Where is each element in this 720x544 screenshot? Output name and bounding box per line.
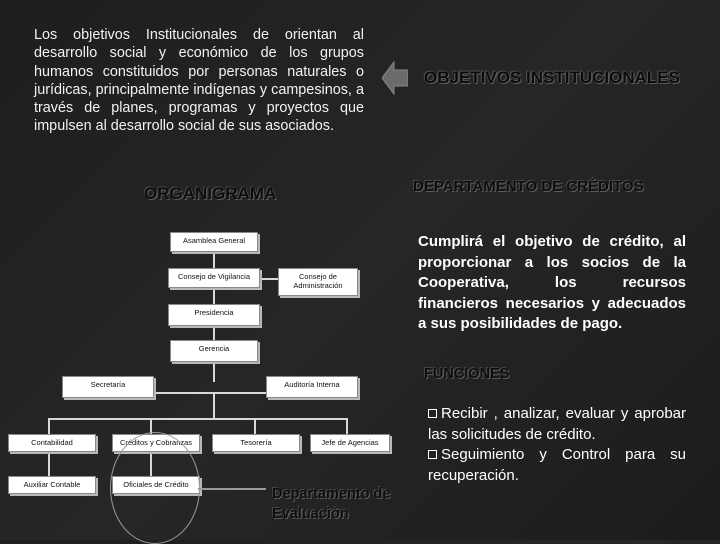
org-connector: [213, 392, 215, 418]
org-box-presidencia: Presidencia: [168, 304, 260, 326]
funcion-text: Recibir , analizar, evaluar y aprobar las solicitudes de crédito.: [428, 405, 686, 443]
org-connector: [48, 418, 348, 420]
org-box-secretaria: Secretaría: [62, 376, 154, 398]
evaluacion-label: Departamento de Evaluación: [272, 486, 391, 522]
org-box-administracion: Consejo de Administración: [278, 268, 358, 296]
intro-paragraph: Los objetivos Institucionales de orientan al desarrollo social y económico de los grupos humanos constituidos por personas naturales o jurídicas, principalmente indígenas y campesinos, a través de planes, programas y proyectos que impulsen al desarrollo social de sus asociados.: [34, 27, 364, 135]
org-box-auditoria: Auditoría Interna: [266, 376, 358, 398]
callout-connector: [198, 488, 266, 490]
org-box-asamblea: Asamblea General: [170, 232, 258, 252]
departamento-description: Cumplirá el objetivo de crédito, al proporcionar a los socios de la Cooperativa, los recursos financieros necesarios y adecuados a sus posibilidades de pago.: [418, 233, 686, 332]
org-box-oficiales: Oficiales de Crédito: [112, 476, 200, 494]
org-connector: [254, 418, 256, 434]
organigrama-title: ORGANIGRAMA: [144, 184, 277, 203]
org-box-contabilidad: Contabilidad: [8, 434, 96, 452]
objetivos-title: OBJETIVOS INSTITUCIONALES: [424, 68, 680, 87]
funcion-text: Seguimiento y Control para su recuperación.: [428, 446, 686, 484]
org-box-agencias: Jefe de Agencias: [310, 434, 390, 452]
funciones-title: FUNCIONES: [424, 366, 510, 382]
org-box-gerencia: Gerencia: [170, 340, 258, 362]
org-box-auxiliar: Auxiliar Contable: [8, 476, 96, 494]
org-box-creditos: Créditos y Cobranzas: [112, 434, 200, 452]
org-connector: [346, 418, 348, 434]
departamento-title: DEPARTAMENTO DE CRÉDITOS: [413, 178, 644, 195]
highlight-ellipse: [110, 432, 200, 544]
org-connector: [48, 418, 50, 434]
org-connector: [48, 452, 50, 476]
org-box-vigilancia: Consejo de Vigilancia: [168, 268, 260, 288]
org-box-tesoreria: Tesorería: [212, 434, 300, 452]
